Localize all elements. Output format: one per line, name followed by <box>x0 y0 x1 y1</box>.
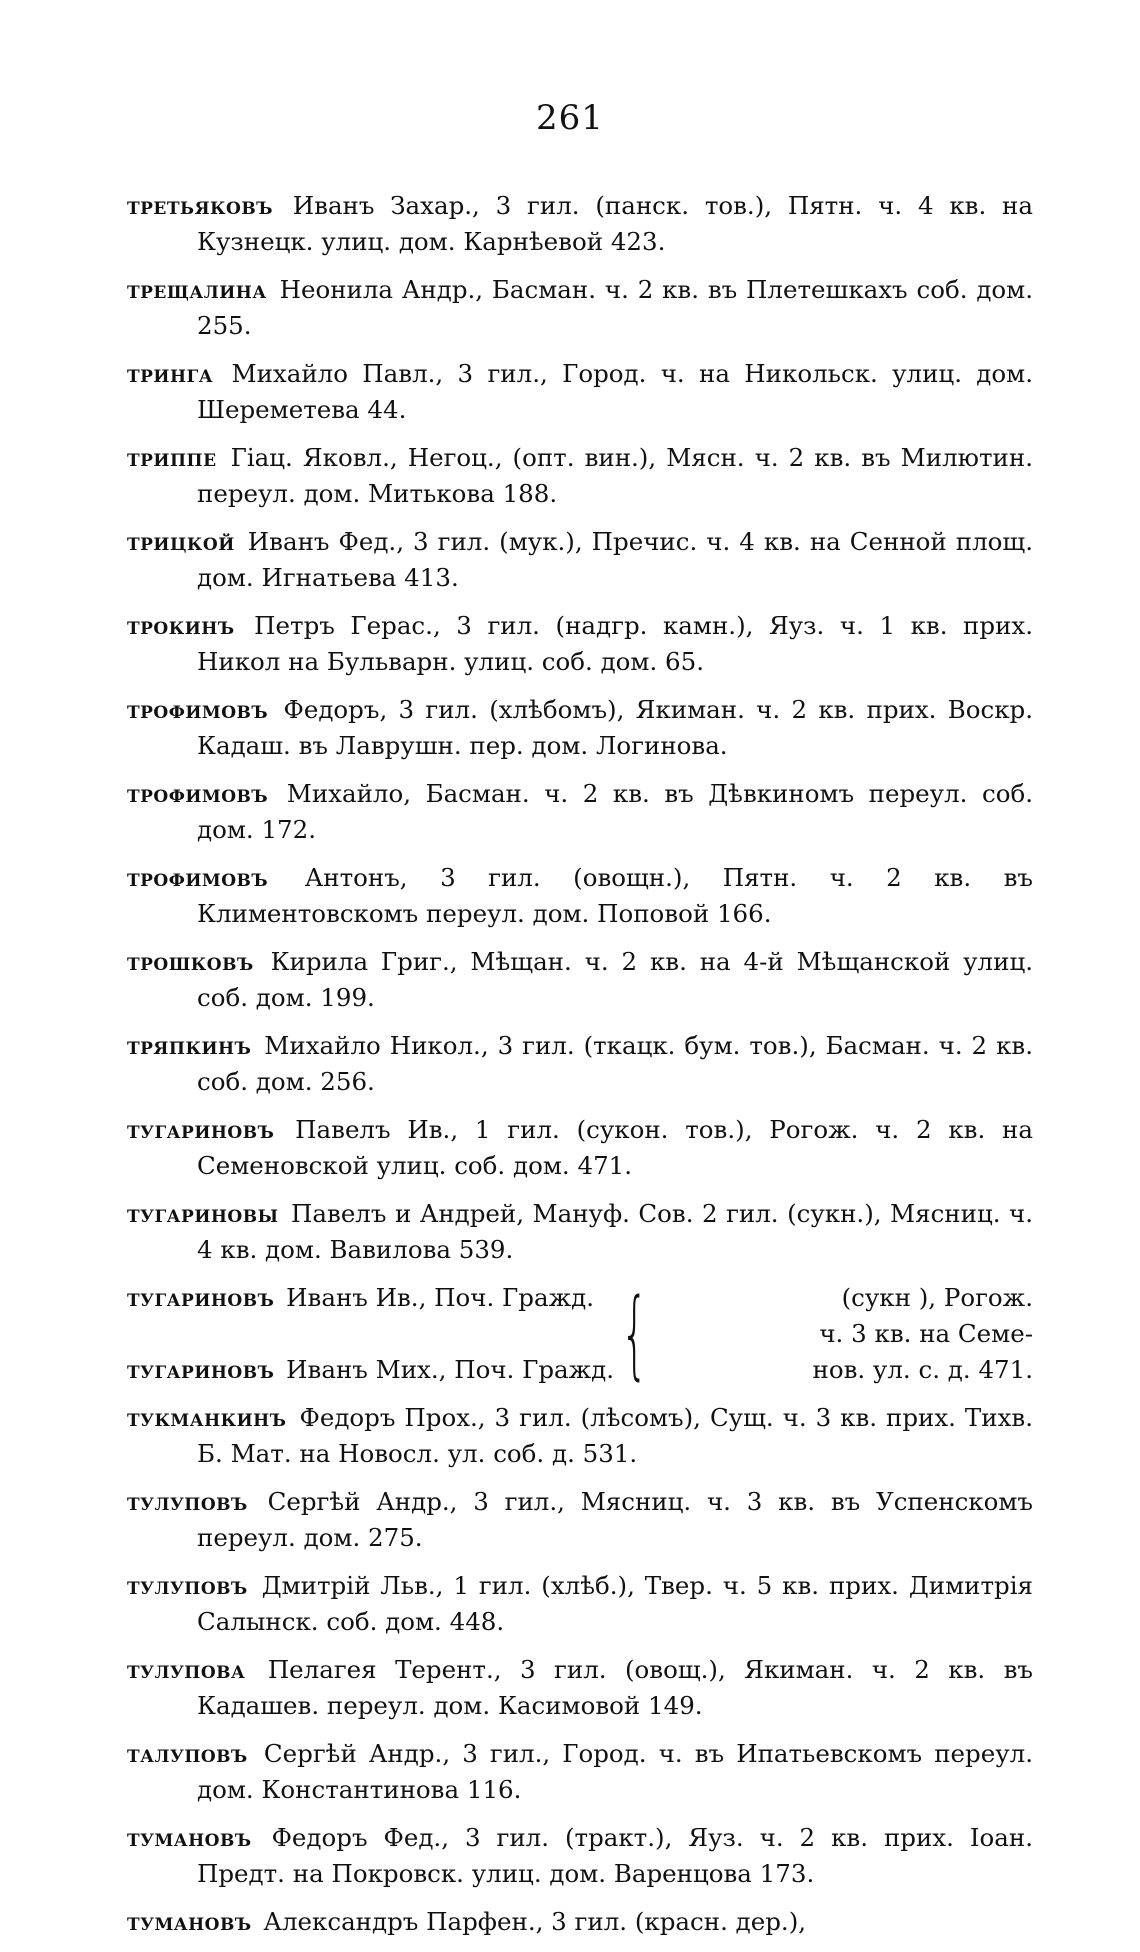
directory-entry <box>127 1400 1033 1472</box>
entry-details: Александръ Парфен., 3 гил. (красн. дер.), <box>263 1907 807 1936</box>
entry-details: Гіац. Яковл., Негоц., (опт. вин.), Мясн. ч. 2 кв. въ Милютин. переул. дом. Митькова 188. <box>197 443 1033 508</box>
entry-surname: трицкой <box>127 527 235 556</box>
entry-details: Федоръ, 3 гил. (хлѣбомъ), Якиман. ч. 2 кв. прих. Воскр. Кадаш. въ Лаврушн. пер. дом. Логинова. <box>197 695 1033 760</box>
shared-line: ч. 3 кв. на Семе- <box>819 1319 1033 1348</box>
entry-details: Иванъ Мих., Поч. Гражд. <box>286 1355 615 1384</box>
entry-surname: тумановъ <box>127 1907 252 1936</box>
entry-surname: трошковъ <box>127 947 254 976</box>
entry-surname: тукманкинъ <box>127 1403 287 1432</box>
entry-surname: тринга <box>127 359 214 388</box>
entry-details: Михайло, Басман. ч. 2 кв. въ Дѣвкиномъ переул. соб. дом. 172. <box>197 779 1033 844</box>
shared-line: нов. ул. с. д. 471. <box>812 1355 1033 1384</box>
entry-surname: тулуповъ <box>127 1487 248 1516</box>
entry-details: Иванъ Захар., 3 гил. (панск. тов.), Пятн. ч. 4 кв. на Кузнецк. улиц. дом. Карнѣевой 423. <box>197 191 1033 256</box>
entry-details: Михайло Павл., 3 гил., Город. ч. на Никольск. улиц. дом. Шереметева 44. <box>197 359 1033 424</box>
entry-surname: талуповъ <box>127 1739 248 1768</box>
entry-surname: трофимовъ <box>127 779 269 808</box>
entry-details: Антонъ, 3 гил. (овощн.), Пятн. ч. 2 кв. въ Климентовскомъ переул. дом. Поповой 166. <box>197 863 1033 928</box>
entry-details: Петръ Герас., 3 гил. (надгр. камн.), Яуз. ч. 1 кв. прих. Никол на Бульварн. улиц. соб. дом. 65. <box>197 611 1034 676</box>
entry-surname: триппе <box>127 443 217 472</box>
directory-entry <box>127 188 1033 260</box>
directory-entry <box>127 1568 1033 1640</box>
entry-surname: трещалина <box>127 275 267 304</box>
entry-details: Неонила Андр., Басман. ч. 2 кв. въ Плетешкахъ соб. дом. 255. <box>197 275 1033 340</box>
directory-entry <box>127 1028 1033 1100</box>
entry-surname: третьяковъ <box>127 191 273 220</box>
directory-entries <box>127 188 1033 1952</box>
entry-details: Сергѣй Андр., 3 гил., Мясниц. ч. 3 кв. въ Успенскомъ переул. дом. 275. <box>197 1487 1033 1552</box>
entry-surname: тугариновъ <box>127 1283 275 1312</box>
entry-surname: трокинъ <box>127 611 235 640</box>
entry-details: Федоръ Фед., 3 гил. (тракт.), Яуз. ч. 2 кв. прих. Іоан. Предт. на Покровск. улиц. дом. Варенцова 173. <box>197 1823 1033 1888</box>
entry-surname: тугариновъ <box>127 1115 275 1144</box>
bracketed-entry-group <box>127 1280 1033 1388</box>
entry-surname: тулупова <box>127 1655 246 1684</box>
group-member <box>127 1280 614 1316</box>
directory-entry <box>127 1196 1033 1268</box>
entry-surname: тулуповъ <box>127 1571 248 1600</box>
entry-details: Иванъ Ив., Поч. Гражд. <box>286 1283 594 1312</box>
directory-entry <box>127 1820 1033 1892</box>
directory-entry <box>127 272 1033 344</box>
entry-details: Федоръ Прох., 3 гил. (лѣсомъ), Сущ. ч. 3 кв. прих. Тихв. Б. Мат. на Новосл. ул. соб. д. 531. <box>197 1403 1034 1468</box>
group-shared-details <box>657 1280 1033 1388</box>
directory-entry <box>127 1652 1033 1724</box>
entry-details: Дмитрій Льв., 1 гил. (хлѣб.), Твер. ч. 5 кв. прих. Димитрія Салынск. соб. дом. 448. <box>197 1571 1033 1636</box>
directory-entry <box>127 608 1033 680</box>
entry-surname: трофимовъ <box>127 695 269 724</box>
curly-brace-icon: { <box>620 1278 649 1390</box>
page-number: 261 <box>536 98 604 138</box>
entry-surname: тряпкинъ <box>127 1031 252 1060</box>
group-member <box>127 1352 614 1388</box>
entry-details: Павелъ Ив., 1 гил. (сукон. тов.), Рогож. ч. 2 кв. на Семеновской улиц. соб. дом. 471. <box>197 1115 1033 1180</box>
directory-entry <box>127 1904 1033 1940</box>
directory-entry <box>127 524 1033 596</box>
entry-details: Кирила Григ., Мѣщан. ч. 2 кв. на 4-й Мѣщанской улиц. соб. дом. 199. <box>197 947 1033 1012</box>
directory-entry <box>127 776 1033 848</box>
group-spacer <box>127 1316 614 1352</box>
directory-entry <box>127 1484 1033 1556</box>
shared-line: (сукн ), Рогож. <box>841 1283 1033 1312</box>
directory-entry <box>127 692 1033 764</box>
group-members <box>127 1280 614 1388</box>
entry-details: Павелъ и Андрей, Мануф. Сов. 2 гил. (сукн.), Мясниц. ч. 4 кв. дом. Вавилова 539. <box>197 1199 1033 1264</box>
directory-entry <box>127 1112 1033 1184</box>
entry-details: Сергѣй Андр., 3 гил., Город. ч. въ Ипатьевскомъ переул. дом. Константинова 116. <box>197 1739 1033 1804</box>
directory-entry <box>127 1736 1033 1808</box>
entry-details: Пелагея Терент., 3 гил. (овощ.), Якиман. ч. 2 кв. въ Кадашев. переул. дом. Касимовой 149. <box>197 1655 1034 1720</box>
directory-entry <box>127 356 1033 428</box>
entry-surname: трофимовъ <box>127 863 269 892</box>
entry-surname: тумановъ <box>127 1823 252 1852</box>
entry-details: Иванъ Фед., 3 гил. (мук.), Пречис. ч. 4 кв. на Сенной площ. дом. Игнатьева 413. <box>197 527 1033 592</box>
directory-entry <box>127 944 1033 1016</box>
directory-entry <box>127 860 1033 932</box>
entry-surname: тугариновъ <box>127 1355 275 1384</box>
entry-details: Михайло Никол., 3 гил. (ткацк. бум. тов.), Басман. ч. 2 кв. соб. дом. 256. <box>197 1031 1033 1096</box>
entry-surname: тугариновы <box>127 1199 279 1228</box>
directory-entry <box>127 440 1033 512</box>
